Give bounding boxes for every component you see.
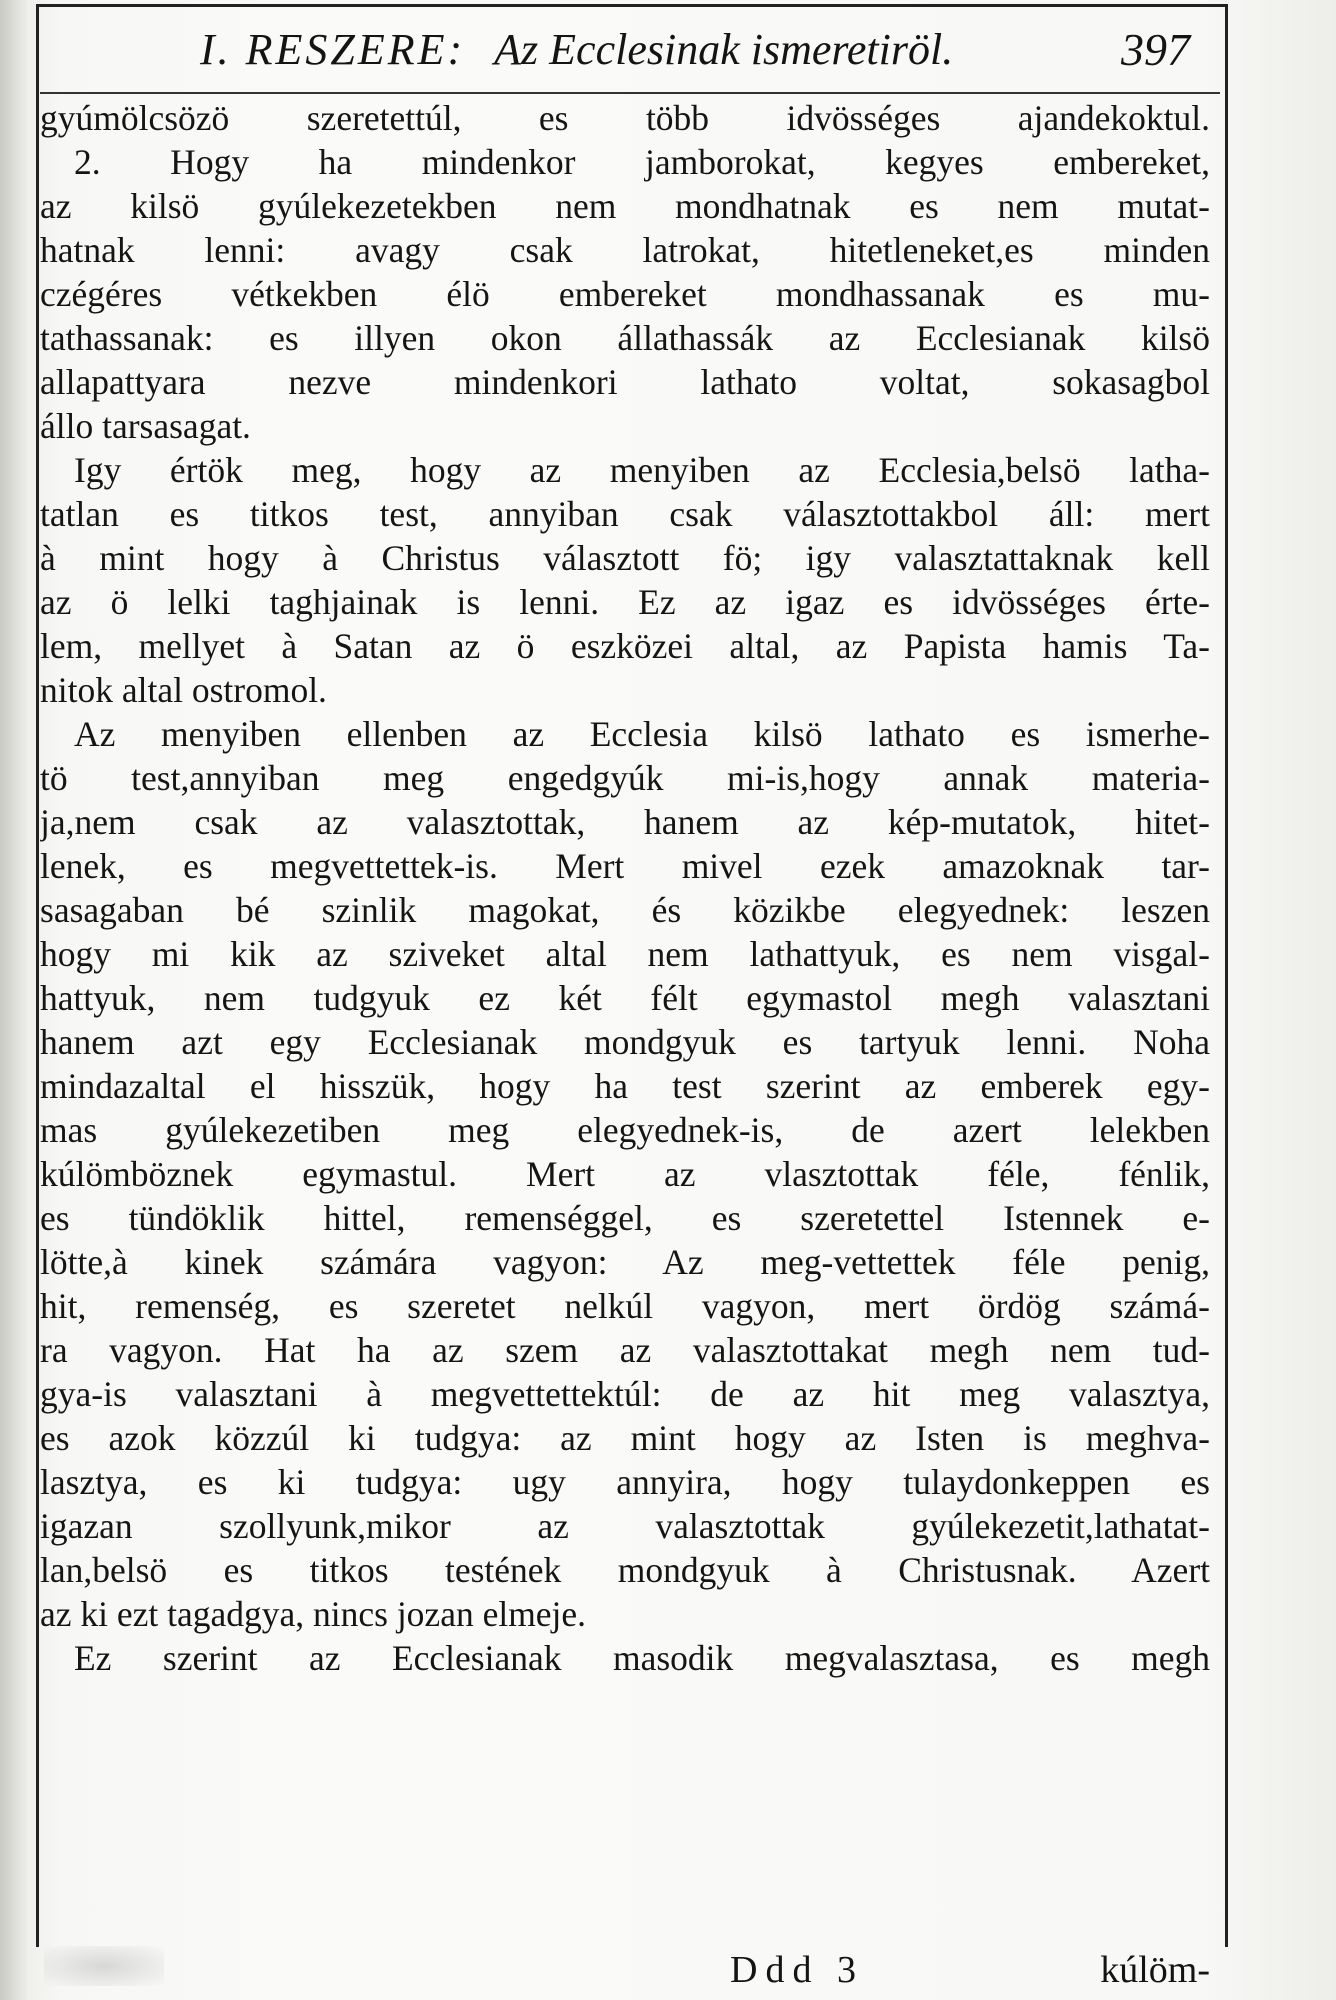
text-line: hanem azt egy Ecclesianak mondgyuk es tartyuk lenni. Noha	[40, 1022, 1210, 1062]
running-head: I. RESZERE:	[200, 25, 466, 74]
text-line: nitok altal ostromol.	[40, 670, 327, 710]
text-line: az ö lelki taghjainak is lenni. Ez az igaz es idvösséges érte-	[40, 582, 1210, 622]
text-line: az ki ezt tagadgya, nincs jozan elmeje.	[40, 1594, 587, 1634]
page-number: 397	[1121, 24, 1190, 75]
text-line: tathassanak: es illyen okon állathassák az Ecclesianak kilsö	[40, 318, 1210, 358]
text-line: hit, remenség, es szeretet nelkúl vagyon, mert ördög számá-	[40, 1286, 1210, 1326]
text-line: az kilsö gyúlekezetekben nem mondhatnak es nem mutat-	[40, 186, 1210, 226]
text-line: tatlan es titkos test, annyiban csak választottakbol áll: mert	[40, 494, 1210, 534]
body-text	[40, 96, 1210, 1680]
text-line: ra vagyon. Hat ha az szem az valasztottakat megh nem tud-	[40, 1330, 1210, 1370]
text-line: lan,belsö es titkos testének mondgyuk à Christusnak. Azert	[40, 1550, 1210, 1590]
text-line: igazan szollyunk,mikor az valasztottak gyúlekezetit,lathatat-	[40, 1506, 1210, 1546]
text-line: es azok közzúl ki tudgya: az mint hogy az Isten is meghva-	[40, 1418, 1210, 1458]
signature-mark: Ddd 3	[730, 1949, 864, 1991]
catchword: kúlöm-	[1100, 1949, 1210, 1991]
text-line: es tündöklik hittel, remenséggel, es szeretettel Istennek e-	[40, 1198, 1210, 1238]
header-rule	[40, 92, 1220, 94]
text-line: sasagaban bé szinlik magokat, és közikbe elegyednek: leszen	[40, 890, 1210, 930]
page-footer	[40, 1942, 1210, 1998]
text-line: 2. Hogy ha mindenkor jamborokat, kegyes embereket,	[74, 142, 1210, 182]
text-line: hatnak lenni: avagy csak latrokat, hitetleneket,es minden	[40, 230, 1210, 270]
text-line: mas gyúlekezetiben meg elegyednek-is, de azert lelekben	[40, 1110, 1210, 1150]
text-line: lasztya, es ki tudgya: ugy annyira, hogy tulaydonkeppen es	[40, 1462, 1210, 1502]
text-line: mindazaltal el hisszük, hogy ha test szerint az emberek egy-	[40, 1066, 1210, 1106]
text-line: lötte,à kinek számára vagyon: Az meg-vettettek féle penig,	[40, 1242, 1210, 1282]
text-line: kúlömböznek egymastul. Mert az vlasztottak féle, fénlik,	[40, 1154, 1210, 1194]
text-line: à mint hogy à Christus választott fö; igy valasztattaknak kell	[40, 538, 1210, 578]
text-line: Igy értök meg, hogy az menyiben az Ecclesia,belsö latha-	[74, 450, 1210, 490]
text-line: allapattyara nezve mindenkori lathato voltat, sokasagbol	[40, 362, 1210, 402]
text-line: lenek, es megvettettek-is. Mert mivel ezek amazoknak tar-	[40, 846, 1210, 886]
text-line: hattyuk, nem tudgyuk ez két félt egymastol megh valasztani	[40, 978, 1210, 1018]
gutter-shadow	[0, 0, 28, 2000]
text-line: állo tarsasagat.	[40, 406, 251, 446]
running-title: Az Ecclesinak ismeretiröl.	[494, 25, 954, 74]
text-line: lem, mellyet à Satan az ö eszközei altal, az Papista hamis Ta-	[40, 626, 1210, 666]
running-header	[200, 20, 1200, 80]
text-line: tö test,annyiban meg engedgyúk mi-is,hogy annak materia-	[40, 758, 1210, 798]
text-line: gyúmölcsözö szeretettúl, es több idvösséges ajandekoktul.	[40, 98, 1210, 138]
text-line: ja,nem csak az valasztottak, hanem az kép-mutatok, hitet-	[40, 802, 1210, 842]
text-line: hogy mi kik az sziveket altal nem lathattyuk, es nem visgal-	[40, 934, 1210, 974]
text-line: gya-is valasztani à megvettettektúl: de az hit meg valasztya,	[40, 1374, 1210, 1414]
text-line: Ez szerint az Ecclesianak masodik megvalasztasa, es megh	[74, 1638, 1210, 1678]
text-line: Az menyiben ellenben az Ecclesia kilsö lathato es ismerhe-	[74, 714, 1210, 754]
text-line: czégéres vétkekben élö embereket mondhassanak es mu-	[40, 274, 1210, 314]
